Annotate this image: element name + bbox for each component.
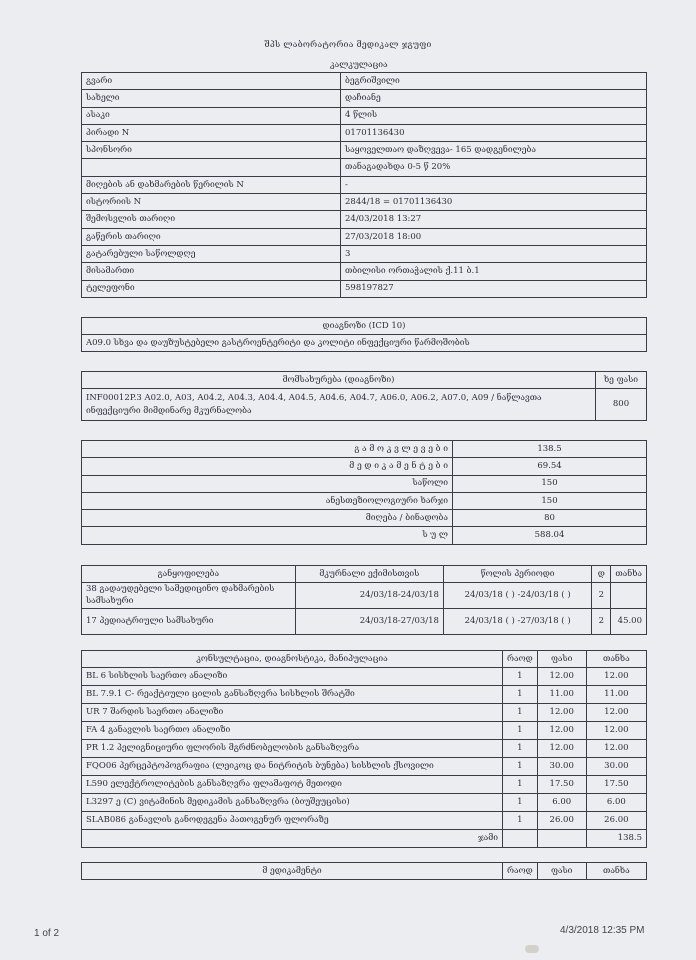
tests-header-cell: თანხა <box>586 651 646 668</box>
test-quantity: 1 <box>503 704 538 722</box>
diagnosis-text: A09.0 სხვა და დაუზუსტებელი გასტროენტერიტი და კოლიტი ინფექციური წარმოშობის <box>82 335 647 352</box>
patient-field-value: 598197827 <box>341 280 647 297</box>
intervention-text-line2: ინფექციური მიმდინარე მკურნალობა <box>86 405 252 416</box>
summary-label: გ ა მ ო კ ვ ლ ე ვ ე ბ ი <box>82 441 453 458</box>
stays-header-cell: თანხა <box>611 566 647 583</box>
test-quantity: 1 <box>503 722 538 740</box>
summary-value: 138.5 <box>453 441 647 458</box>
patient-field-label: გვარი <box>82 73 341 90</box>
document-subtitle: კალკულაცია <box>330 60 388 70</box>
patient-info-row <box>82 176 647 193</box>
summary-row <box>82 475 647 492</box>
test-sum: 17.50 <box>586 776 646 794</box>
test-sum: 11.00 <box>586 686 646 704</box>
stays-days: 2 <box>592 609 611 635</box>
summary-label: ანესთეზიოლოგიური ხარჯი <box>82 492 453 509</box>
test-price: 12.00 <box>537 740 586 758</box>
tests-row <box>82 704 647 722</box>
test-quantity: 1 <box>503 686 538 704</box>
summary-value: 69.54 <box>453 458 647 475</box>
test-price: 12.00 <box>537 704 586 722</box>
meds-header-cell: რაოდ <box>503 863 538 880</box>
patient-field-value: - <box>341 176 647 193</box>
test-name: BL 6 სისხლის საერთო ანალიზი <box>82 668 503 686</box>
test-name: UR 7 შარდის საერთო ანალიზი <box>82 704 503 722</box>
test-quantity: 1 <box>503 740 538 758</box>
intervention-price: 800 <box>596 389 647 421</box>
test-quantity: 1 <box>503 794 538 812</box>
intervention-price-header: ხე ფასი <box>596 372 647 389</box>
stays-amount <box>611 583 647 609</box>
summary-label: მიღება / ბინადობა <box>82 510 453 527</box>
patient-field-label: პირადი N <box>82 124 341 141</box>
tests-row <box>82 668 647 686</box>
stays-bed-period: 24/03/18 ( ) -27/03/18 ( ) <box>443 609 591 635</box>
test-sum: 26.00 <box>586 812 646 830</box>
patient-field-value: საყოველთაო დაზღვევა- 165 დადგენილება <box>341 142 647 159</box>
summary-value: 150 <box>453 492 647 509</box>
test-price: 11.00 <box>537 686 586 704</box>
test-price: 6.00 <box>537 794 586 812</box>
patient-info-row <box>82 228 647 245</box>
medications-table <box>81 862 647 880</box>
stays-department-line1: 17 პედიატრიული სამსახური <box>86 615 214 626</box>
stays-header-cell: მკურნალი ექიმისთვის <box>295 566 443 583</box>
test-name: L3297 ე (C) ვიტამინის მედიკამის განსაზღვრა (ბიუშეუცისი) <box>82 794 503 812</box>
test-price: 26.00 <box>537 812 586 830</box>
patient-info-row <box>82 263 647 280</box>
scan-smudge <box>525 945 539 953</box>
test-price: 12.00 <box>537 722 586 740</box>
tests-total-label: ჯამი <box>82 830 503 848</box>
summary-row <box>82 458 647 475</box>
stays-department-line1: 38 გადაუდებელი სამედიცინო დახმარების <box>86 583 275 594</box>
patient-info-row <box>82 107 647 124</box>
summary-value: 80 <box>453 510 647 527</box>
summary-row <box>82 492 647 509</box>
summary-row <box>82 441 647 458</box>
patient-field-label: მისამართი <box>82 263 341 280</box>
test-sum: 12.00 <box>586 668 646 686</box>
test-sum: 6.00 <box>586 794 646 812</box>
test-sum: 12.00 <box>586 740 646 758</box>
patient-field-label: ტელეფონი <box>82 280 341 297</box>
test-sum: 30.00 <box>586 758 646 776</box>
tests-row <box>82 758 647 776</box>
stays-department <box>82 583 296 609</box>
patient-field-label: გატარებული საწოლდღე <box>82 245 341 262</box>
test-name: BL 7.9.1 C- რეაქტიული ცილის განსაზღვრა სისხლის შრატში <box>82 686 503 704</box>
tests-header-cell: კონსულტაცია, დიაგნოსტიკა, მანიპულაცია <box>82 651 503 668</box>
print-timestamp: 4/3/2018 12:35 PM <box>560 925 645 936</box>
patient-field-label: შემოსვლის თარიღი <box>82 211 341 228</box>
intervention-header: მომსახურება (დიაგნოზი) <box>82 372 596 389</box>
test-name: SLAB086 განავლის განოდეგენა პათოგენურ ფლორაზე <box>82 812 503 830</box>
stays-amount: 45.00 <box>611 609 647 635</box>
test-price: 12.00 <box>537 668 586 686</box>
patient-field-value: 4 წლის <box>341 107 647 124</box>
patient-field-value: 2844/18 = 01701136430 <box>341 194 647 211</box>
stays-row <box>82 583 647 609</box>
patient-info-row <box>82 245 647 262</box>
test-name: PR 1.2 პელიგნიციური ფლორის მგრძნობელობის განსაზღვრა <box>82 740 503 758</box>
patient-field-value: თანაგადახდა 0-5 წ 20% <box>341 159 647 176</box>
summary-label: მ ე დ ი კ ა მ ე ნ ტ ე ბ ი <box>82 458 453 475</box>
tests-row <box>82 794 647 812</box>
tests-total-value: 138.5 <box>586 830 646 848</box>
summary-label: ს უ ლ <box>82 527 453 544</box>
meds-header-cell: მ ედიკამენტი <box>82 863 503 880</box>
test-sum: 12.00 <box>586 704 646 722</box>
test-quantity: 1 <box>503 812 538 830</box>
stays-header-cell: წოლის პერიოდი <box>443 566 591 583</box>
summary-row <box>82 527 647 544</box>
stays-days: 2 <box>592 583 611 609</box>
patient-info-row <box>82 280 647 297</box>
patient-info-row <box>82 124 647 141</box>
document-title: შპს ლაბორატორია მედიკალ ჯგუფი <box>264 40 432 50</box>
page-number: 1 of 2 <box>34 928 60 939</box>
test-name: FQO06 პერცეპტოპოგრაფია (ლეიკოც და ნიტრიტის ბუნება) სისხლის ქსოვილი <box>82 758 503 776</box>
intervention-text-line1: INF00012P.3 A02.0, A03, A04.2, A04.3, A04.4, A04.5, A04.6, A04.7, A06.0, A06.2, A07.0, A09 / ნაწლავთა <box>86 393 542 404</box>
patient-field-label <box>82 159 341 176</box>
patient-field-value: თბილისი ორთაჭალის ქ.11 ბ.1 <box>341 263 647 280</box>
summary-label: საწოლი <box>82 475 453 492</box>
stays-row <box>82 609 647 635</box>
tests-row <box>82 776 647 794</box>
patient-field-value: დაჩიანე <box>341 90 647 107</box>
patient-field-value: 3 <box>341 245 647 262</box>
patient-field-label: ასაკი <box>82 107 341 124</box>
test-sum: 12.00 <box>586 722 646 740</box>
meds-header-cell: თანხა <box>586 863 646 880</box>
stays-doctor-period: 24/03/18-27/03/18 <box>295 609 443 635</box>
patient-field-value: 01701136430 <box>341 124 647 141</box>
patient-info-row <box>82 194 647 211</box>
stays-department <box>82 609 296 635</box>
intervention-table <box>81 371 647 421</box>
test-quantity: 1 <box>503 776 538 794</box>
tests-table <box>81 650 647 848</box>
stays-doctor-period: 24/03/18-24/03/18 <box>295 583 443 609</box>
patient-info-table <box>81 72 647 298</box>
patient-info-row <box>82 142 647 159</box>
stays-table <box>81 565 647 635</box>
stays-header-cell: დ <box>592 566 611 583</box>
meds-header-cell: ფასი <box>537 863 586 880</box>
summary-table <box>81 440 647 545</box>
test-quantity: 1 <box>503 668 538 686</box>
patient-field-value: 27/03/2018 18:00 <box>341 228 647 245</box>
patient-field-value: 24/03/2018 13:27 <box>341 211 647 228</box>
patient-field-label: სპონსორი <box>82 142 341 159</box>
tests-row <box>82 740 647 758</box>
tests-row <box>82 722 647 740</box>
summary-value: 150 <box>453 475 647 492</box>
intervention-text <box>82 389 596 421</box>
summary-row <box>82 510 647 527</box>
tests-header-cell: ფასი <box>537 651 586 668</box>
patient-field-value: ბეგრიშვილი <box>341 73 647 90</box>
tests-header-cell: რაოდ <box>503 651 538 668</box>
test-quantity: 1 <box>503 758 538 776</box>
test-name: FA 4 განავლის საერთო ანალიზი <box>82 722 503 740</box>
patient-field-label: სახელი <box>82 90 341 107</box>
diagnosis-header: დიაგნოზი (ICD 10) <box>82 318 647 335</box>
patient-info-row <box>82 211 647 228</box>
patient-info-row <box>82 90 647 107</box>
stays-header-cell: განყოფილება <box>82 566 296 583</box>
test-name: L590 ელექტროლიტების განსაზღვრა ფლამაფოტ მეთოდი <box>82 776 503 794</box>
patient-field-label: მიღების ან დახმარების წერილის N <box>82 176 341 193</box>
summary-value: 588.04 <box>453 527 647 544</box>
tests-row <box>82 686 647 704</box>
test-price: 30.00 <box>537 758 586 776</box>
diagnosis-table <box>81 317 647 352</box>
test-price: 17.50 <box>537 776 586 794</box>
tests-row <box>82 812 647 830</box>
stays-bed-period: 24/03/18 ( ) -24/03/18 ( ) <box>443 583 591 609</box>
patient-field-label: ისტორიის N <box>82 194 341 211</box>
patient-field-label: გაწერის თარიღი <box>82 228 341 245</box>
patient-info-row <box>82 159 647 176</box>
patient-info-row <box>82 73 647 90</box>
stays-department-line2: სამსახური <box>86 595 134 606</box>
